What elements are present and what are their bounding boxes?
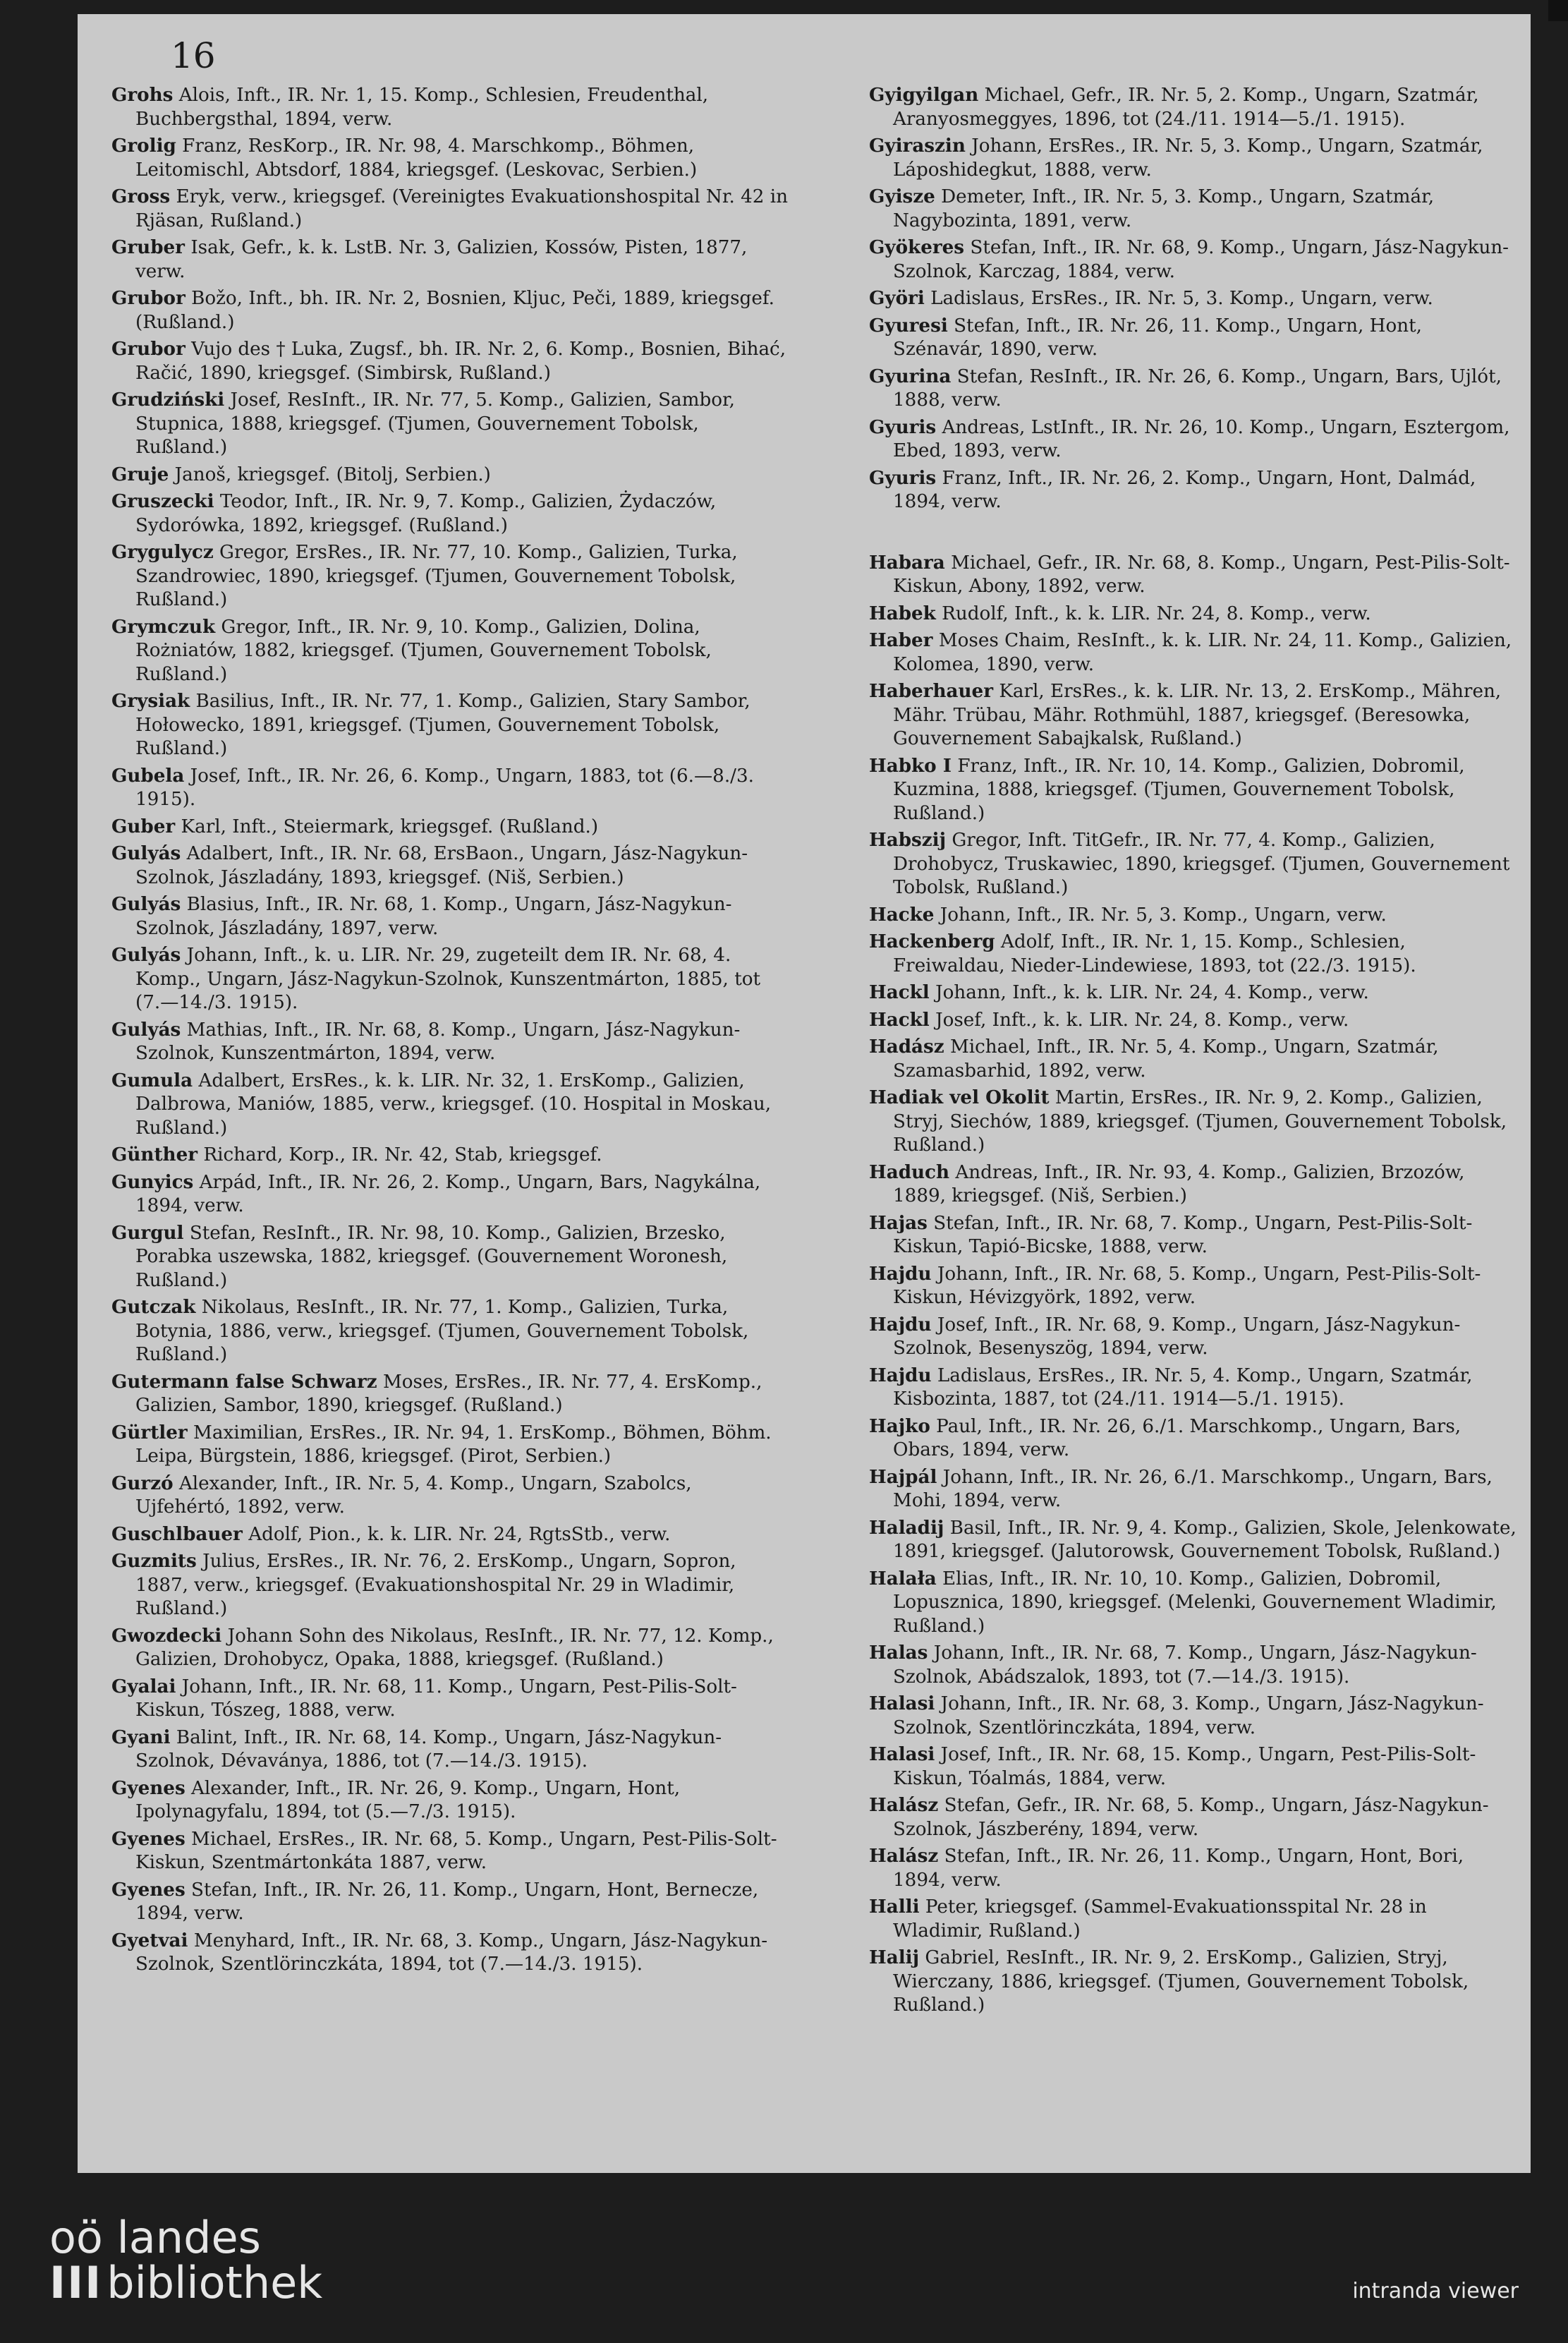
entry-details: Andreas, LstInft., IR. Nr. 26, 10. Komp., Ungarn, Esztergom, Ebed, 1893, verw.	[893, 416, 1510, 461]
entry-surname: Gumula	[111, 1069, 193, 1091]
register-entry	[869, 1516, 1518, 1564]
register-entry	[869, 1364, 1518, 1412]
entry-details: Stefan, Inft., IR. Nr. 26, 11. Komp., Ungarn, Hont, Bernecze, 1894, verw.	[135, 1879, 759, 1924]
register-entry	[111, 1069, 789, 1141]
entry-details: Basilius, Inft., IR. Nr. 77, 1. Komp., Galizien, Stary Sambor, Hołowecko, 1891, kriegsgef. (Tjumen, Gouvernement Tobolsk, Rußland.)	[135, 691, 750, 759]
register-entry	[111, 83, 789, 131]
left-column	[111, 83, 789, 2159]
entry-surname: Gurzó	[111, 1472, 174, 1494]
viewer-label[interactable]: intranda viewer	[1352, 2279, 1519, 2303]
entry-details: Stefan, Inft., IR. Nr. 68, 7. Komp., Ungarn, Pest-Pilis-Solt-Kiskun, Tapió-Bicske, 1888, verw.	[893, 1212, 1473, 1257]
entry-surname: Grudziński	[111, 389, 225, 411]
entry-details: Menyhard, Inft., IR. Nr. 68, 3. Komp., Ungarn, Jász-Nagykun-Szolnok, Szentlörinczkáta, 1894, tot (7.—14./3. 1915).	[135, 1930, 768, 1975]
entry-surname: Grubor	[111, 287, 186, 309]
entry-surname: Gulyás	[111, 1018, 181, 1041]
edge-strip	[1548, 0, 1568, 21]
entry-surname: Grysiak	[111, 690, 190, 712]
register-entry	[869, 981, 1518, 1005]
entry-details: Martin, ErsRes., IR. Nr. 9, 2. Komp., Galizien, Stryj, Siechów, 1889, kriegsgef. (Tjumen, Gouvernement Tobolsk, Rußland.)	[893, 1087, 1507, 1156]
logo-bars: III	[49, 2257, 103, 2308]
entry-details: Gregor, Inft., IR. Nr. 9, 10. Komp., Galizien, Dolina, Rożniatów, 1882, kriegsgef. (Tjumen, Gouvernement Tobolsk, Rußland.)	[135, 616, 712, 685]
entry-details: Božo, Inft., bh. IR. Nr. 2, Bosnien, Kljuc, Peči, 1889, kriegsgef. (Rußland.)	[135, 288, 774, 333]
entry-surname: Halász	[869, 1845, 939, 1867]
register-entry	[869, 629, 1518, 677]
register-entry	[869, 1641, 1518, 1689]
register-entry	[869, 828, 1518, 900]
entry-surname: Gyisze	[869, 186, 935, 207]
entry-details: Stefan, Inft., IR. Nr. 26, 11. Komp., Ungarn, Hont, Szénavár, 1890, verw.	[893, 315, 1423, 360]
register-entry	[111, 236, 789, 284]
entry-details: Gregor, Inft. TitGefr., IR. Nr. 77, 4. Komp., Galizien, Drohobycz, Truskawiec, 1890, kriegsgef. (Tjumen, Gouvernement Tobolsk, Rußland.)	[893, 830, 1510, 898]
entry-details: Johann, Inft., IR. Nr. 68, 3. Komp., Ungarn, Jász-Nagykun-Szolnok, Szentlörinczkáta, 1894, verw.	[893, 1693, 1484, 1738]
register-entry	[111, 1421, 789, 1469]
entry-surname: Hajdu	[869, 1262, 932, 1285]
entry-details: Alois, Inft., IR. Nr. 1, 15. Komp., Schlesien, Freudenthal, Buchbergsthal, 1894, verw.	[135, 85, 709, 130]
entry-surname: Guber	[111, 815, 176, 837]
entry-surname: Hajko	[869, 1415, 930, 1437]
entry-details: Josef, Inft., IR. Nr. 68, 9. Komp., Ungarn, Jász-Nagykun-Szolnok, Besenyszög, 1894, verw.	[893, 1314, 1461, 1359]
register-entry	[869, 1035, 1518, 1083]
entry-surname: Gürtler	[111, 1421, 188, 1443]
register-entry	[111, 490, 789, 538]
entry-surname: Gyökeres	[869, 236, 965, 258]
entry-surname: Gwozdecki	[111, 1624, 222, 1647]
register-entry	[869, 1793, 1518, 1841]
entry-surname: Habara	[869, 551, 945, 574]
register-entry	[869, 1946, 1518, 2018]
entry-surname: Halała	[869, 1567, 937, 1590]
register-entry	[111, 1624, 789, 1672]
register-entry	[111, 764, 789, 812]
register-entry	[111, 815, 789, 840]
register-entry	[111, 892, 789, 940]
entry-details: Teodor, Inft., IR. Nr. 9, 7. Komp., Galizien, Żydaczów, Sydorówka, 1892, kriegsgef. (Rußland.)	[135, 491, 717, 536]
entry-details: Andreas, Inft., IR. Nr. 93, 4. Komp., Galizien, Brzozów, 1889, kriegsgef. (Niš, Serbien.)	[893, 1161, 1465, 1206]
entry-surname: Gross	[111, 186, 171, 207]
entry-surname: Guzmits	[111, 1550, 197, 1572]
entry-details: Adolf, Inft., IR. Nr. 1, 15. Komp., Schlesien, Freiwaldau, Nieder-Lindewiese, 1893, tot (22./3. 1915).	[893, 931, 1416, 976]
entry-surname: Gyenes	[111, 1878, 186, 1901]
register-entry	[111, 842, 789, 890]
entry-surname: Gutczak	[111, 1296, 196, 1318]
entry-surname: Gunyics	[111, 1170, 194, 1193]
entry-surname: Gyurina	[869, 365, 952, 387]
register-entry	[111, 1522, 789, 1547]
entry-surname: Hadiak vel Okolit	[869, 1086, 1050, 1108]
entry-surname: Habko I	[869, 754, 952, 777]
logo-line-2: bibliothek	[107, 2257, 323, 2308]
entry-details: Peter, kriegsgef. (Sammel-Evakuationsspital Nr. 28 in Wladimir, Rußland.)	[893, 1896, 1427, 1942]
entry-surname: Halas	[869, 1642, 928, 1664]
entry-surname: Hacke	[869, 903, 935, 926]
entry-surname: Györi	[869, 287, 925, 309]
entry-details: Gabriel, ResInft., IR. Nr. 9, 2. ErsKomp., Galizien, Stryj, Wierczany, 1886, kriegsgef. (Tjumen, Gouvernement Tobolsk, Rußland.)	[893, 1947, 1469, 2016]
entry-details: Adalbert, Inft., IR. Nr. 68, ErsBaon., Ungarn, Jász-Nagykun-Szolnok, Jászladány, 1893, kriegsgef. (Niš, Serbien.)	[135, 843, 748, 888]
entry-surname: Gulyás	[111, 893, 181, 915]
entry-surname: Halij	[869, 1947, 920, 1968]
entry-surname: Gyenes	[111, 1776, 186, 1799]
register-entry	[869, 1161, 1518, 1209]
entry-surname: Gyiraszin	[869, 135, 966, 157]
entry-surname: Gyalai	[111, 1675, 176, 1697]
entry-details: Balint, Inft., IR. Nr. 68, 14. Komp., Ungarn, Jász-Nagykun-Szolnok, Dévaványa, 1886, tot (7.—14./3. 1915).	[135, 1726, 722, 1772]
register-entry	[111, 1370, 789, 1418]
register-entry	[111, 1170, 789, 1218]
register-entry	[111, 689, 789, 761]
register-entry	[869, 602, 1518, 626]
entry-surname: Grohs	[111, 84, 174, 106]
entry-details: Stefan, Inft., IR. Nr. 26, 11. Komp., Ungarn, Hont, Bori, 1894, verw.	[893, 1846, 1464, 1891]
entry-details: Demeter, Inft., IR. Nr. 5, 3. Komp., Ungarn, Szatmár, Nagybozinta, 1891, verw.	[893, 186, 1435, 231]
entry-surname: Haberhauer	[869, 680, 993, 702]
entry-details: Johann, Inft., IR. Nr. 68, 7. Komp., Ungarn, Jász-Nagykun-Szolnok, Abádszalok, 1893, tot (7.—14./3. 1915).	[893, 1642, 1477, 1688]
entry-details: Mathias, Inft., IR. Nr. 68, 8. Komp., Ungarn, Jász-Nagykun-Szolnok, Kunszentmárton, 1894, verw.	[135, 1019, 741, 1064]
entry-details: Blasius, Inft., IR. Nr. 68, 1. Komp., Ungarn, Jász-Nagykun-Szolnok, Jászladány, 1897, verw.	[135, 894, 732, 939]
entry-details: Moses, ErsRes., IR. Nr. 77, 4. ErsKomp., Galizien, Sambor, 1890, kriegsgef. (Rußland.)	[135, 1371, 762, 1416]
entry-surname: Günther	[111, 1144, 198, 1166]
entry-surname: Gyuresi	[869, 314, 948, 337]
register-entry	[111, 1827, 789, 1875]
entry-details: Johann, Inft., IR. Nr. 26, 6./1. Marschkomp., Ungarn, Bars, Mohi, 1894, verw.	[893, 1466, 1493, 1511]
entry-surname: Grubor	[111, 338, 186, 360]
entry-details: Adolf, Pion., k. k. LIR. Nr. 24, RgtsStb., verw.	[248, 1523, 671, 1545]
entry-details: Johann, Inft., IR. Nr. 68, 5. Komp., Ungarn, Pest-Pilis-Solt-Kiskun, Hévizgyörk, 1892, verw.	[893, 1263, 1481, 1308]
entry-surname: Habek	[869, 602, 936, 624]
register-entry	[869, 754, 1518, 826]
entry-surname: Hackl	[869, 1008, 930, 1031]
entry-details: Karl, ErsRes., k. k. LIR. Nr. 13, 2. ErsKomp., Mähren, Mähr. Trübau, Mähr. Rothmühl, 1887, kriegsgef. (Beresowka, Gouvernement Sabajkalsk, Rußland.)	[893, 681, 1502, 749]
entry-surname: Gubela	[111, 764, 185, 787]
entry-surname: Halász	[869, 1794, 939, 1816]
register-entry	[869, 83, 1518, 131]
register-entry	[111, 1472, 789, 1520]
entry-details: Josef, ResInft., IR. Nr. 77, 5. Komp., Galizien, Sambor, Stupnica, 1888, kriegsgef. (Tjumen, Gouvernement Tobolsk, Rußland.)	[135, 389, 735, 458]
register-entry	[869, 1211, 1518, 1259]
entry-details: Maximilian, ErsRes., IR. Nr. 94, 1. ErsKomp., Böhmen, Böhm. Leipa, Bürgstein, 1886, kriegsgef. (Pirot, Serbien.)	[135, 1422, 772, 1467]
entry-details: Josef, Inft., IR. Nr. 68, 15. Komp., Ungarn, Pest-Pilis-Solt-Kiskun, Tóalmás, 1884, verw.	[893, 1744, 1476, 1789]
register-entry	[869, 679, 1518, 751]
entry-details: Franz, ResKorp., IR. Nr. 98, 4. Marschkomp., Böhmen, Leitomischl, Abtsdorf, 1884, kriegsgef. (Leskovac, Serbien.)	[135, 135, 698, 181]
entry-surname: Grygulycz	[111, 541, 214, 563]
entry-surname: Habszij	[869, 829, 947, 851]
entry-surname: Gyuris	[869, 416, 937, 438]
entry-surname: Gyuris	[869, 466, 937, 489]
document-page	[78, 14, 1531, 2173]
register-entry	[869, 1086, 1518, 1158]
entry-details: Isak, Gefr., k. k. LstB. Nr. 3, Galizien, Kossów, Pisten, 1877, verw.	[135, 237, 748, 282]
entry-surname: Grymczuk	[111, 615, 216, 638]
entry-details: Basil, Inft., IR. Nr. 9, 4. Komp., Galizien, Skole, Jelenkowate, 1891, kriegsgef. (Jalutorowsk, Gouvernement Tobolsk, Rußland.)	[893, 1517, 1517, 1562]
entry-details: Franz, Inft., IR. Nr. 10, 14. Komp., Galizien, Dobromil, Kuzmina, 1888, kriegsgef. (Tjumen, Gouvernement Tobolsk, Rußland.)	[893, 755, 1465, 824]
register-entry	[869, 236, 1518, 284]
register-entry	[869, 1465, 1518, 1513]
register-entry	[869, 1895, 1518, 1943]
register-entry	[869, 1743, 1518, 1791]
entry-details: Elias, Inft., IR. Nr. 10, 10. Komp., Galizien, Dobromil, Lopusznica, 1890, kriegsgef. (Melenki, Gouvernement Wladimir, Rußland.)	[893, 1568, 1497, 1637]
entry-surname: Halasi	[869, 1693, 935, 1714]
register-entry	[111, 943, 789, 1015]
entry-details: Ladislaus, ErsRes., IR. Nr. 5, 4. Komp., Ungarn, Szatmár, Kisbozinta, 1887, tot (24./11. 1914—5./1. 1915).	[893, 1364, 1473, 1410]
entry-surname: Gyetvai	[111, 1929, 188, 1951]
register-entry	[111, 615, 789, 687]
entry-surname: Haber	[869, 629, 933, 651]
entry-details: Michael, Gefr., IR. Nr. 68, 8. Komp., Ungarn, Pest-Pilis-Solt-Kiskun, Abony, 1892, verw.	[893, 552, 1510, 597]
entry-details: Eryk, verw., kriegsgef. (Vereinigtes Evakuationshospital Nr. 42 in Rjäsan, Rußland.)	[135, 186, 788, 231]
register-entry	[111, 1018, 789, 1066]
entry-details: Alexander, Inft., IR. Nr. 5, 4. Komp., Ungarn, Szabolcs, Ujfehértó, 1892, verw.	[135, 1472, 692, 1518]
entry-surname: Gyani	[111, 1726, 171, 1748]
register-entry	[111, 1776, 789, 1824]
entry-surname: Hajdu	[869, 1313, 932, 1336]
entry-surname: Grolig	[111, 135, 176, 157]
register-entry	[869, 416, 1518, 464]
entry-details: Julius, ErsRes., IR. Nr. 76, 2. ErsKomp., Ungarn, Sopron, 1887, verw., kriegsgef. (Evakuationshospital Nr. 29 in Wladimir, Rußland.)	[135, 1551, 736, 1619]
register-entry	[111, 540, 789, 612]
register-entry	[111, 1878, 789, 1926]
register-entry	[869, 551, 1518, 599]
entry-details: Michael, Inft., IR. Nr. 5, 4. Komp., Ungarn, Szatmár, Szamasbarhid, 1892, verw.	[893, 1036, 1439, 1082]
entry-details: Moses Chaim, ResInft., k. k. LIR. Nr. 24, 11. Komp., Galizien, Kolomea, 1890, verw.	[893, 630, 1512, 675]
entry-surname: Gruje	[111, 463, 169, 485]
entry-surname: Gyenes	[111, 1827, 186, 1850]
register-entry	[111, 1675, 789, 1723]
register-entry	[869, 1008, 1518, 1033]
entry-surname: Hajas	[869, 1211, 928, 1234]
entry-surname: Gulyás	[111, 944, 181, 966]
entry-details: Stefan, Gefr., IR. Nr. 68, 5. Komp., Ungarn, Jász-Nagykun-Szolnok, Jászberény, 1894, verw.	[893, 1795, 1489, 1840]
register-entry	[111, 286, 789, 334]
register-entry	[869, 314, 1518, 362]
entry-surname: Gurgul	[111, 1221, 184, 1244]
entry-surname: Gruber	[111, 236, 185, 258]
entry-surname: Gruszecki	[111, 490, 214, 512]
register-entry	[111, 1221, 789, 1293]
entry-details: Ladislaus, ErsRes., IR. Nr. 5, 3. Komp., Ungarn, verw.	[930, 288, 1433, 309]
entry-details: Adalbert, ErsRes., k. k. LIR. Nr. 32, 1. ErsKomp., Galizien, Dalbrowa, Maniów, 1885, verw., kriegsgef. (10. Hospital in Moskau, Rußland.)	[135, 1070, 772, 1139]
entry-surname: Hackl	[869, 981, 930, 1003]
right-column	[869, 83, 1518, 2159]
register-entry	[869, 1844, 1518, 1892]
register-entry	[111, 337, 789, 385]
entry-surname: Hadász	[869, 1036, 944, 1058]
entry-surname: Haladij	[869, 1516, 944, 1539]
entry-details: Johann Sohn des Nikolaus, ResInft., IR. Nr. 77, 12. Komp., Galizien, Drohobycz, Opaka, 1888, kriegsgef. (Rußland.)	[135, 1625, 774, 1670]
register-entry	[869, 134, 1518, 182]
register-entry	[869, 1567, 1518, 1639]
entry-details: Michael, ErsRes., IR. Nr. 68, 5. Komp., Ungarn, Pest-Pilis-Solt-Kiskun, Szentmártonkáta 1887, verw.	[135, 1828, 777, 1873]
register-entry	[111, 1726, 789, 1774]
entry-details: Vujo des † Luka, Zugsf., bh. IR. Nr. 2, 6. Komp., Bosnien, Bihać, Račić, 1890, kriegsgef. (Simbirsk, Rußland.)	[135, 339, 786, 384]
entry-details: Janoš, kriegsgef. (Bitolj, Serbien.)	[174, 464, 491, 485]
entry-surname: Gulyás	[111, 842, 181, 864]
entry-details: Johann, Inft., k. k. LIR. Nr. 24, 4. Komp., verw.	[935, 982, 1369, 1003]
entry-details: Nikolaus, ResInft., IR. Nr. 77, 1. Komp., Galizien, Turka, Botynia, 1886, verw., kriegsgef. (Tjumen, Gouvernement Tobolsk, Rußland.)	[135, 1297, 749, 1365]
entry-details: Paul, Inft., IR. Nr. 26, 6./1. Marschkomp., Ungarn, Bars, Obars, 1894, verw.	[893, 1415, 1461, 1460]
register-entry	[869, 930, 1518, 978]
register-entry	[869, 1692, 1518, 1740]
entry-details: Michael, Gefr., IR. Nr. 5, 2. Komp., Ungarn, Szatmár, Aranyosmeggyes, 1896, tot (24./11. 1914—5./1. 1915).	[893, 85, 1479, 130]
register-entry	[111, 1143, 789, 1168]
register-entry	[869, 1313, 1518, 1361]
entry-details: Josef, Inft., k. k. LIR. Nr. 24, 8. Komp., verw.	[935, 1009, 1349, 1031]
entry-surname: Hajpál	[869, 1465, 937, 1488]
entry-details: Stefan, ResInft., IR. Nr. 26, 6. Komp., Ungarn, Bars, Ujlót, 1888, verw.	[893, 365, 1502, 411]
section-gap	[869, 517, 1518, 551]
register-entry	[111, 1929, 789, 1977]
entry-details: Franz, Inft., IR. Nr. 26, 2. Komp., Ungarn, Hont, Dalmád, 1894, verw.	[893, 467, 1476, 512]
entry-surname: Halasi	[869, 1743, 935, 1765]
register-entry	[869, 1262, 1518, 1310]
entry-details: Gregor, ErsRes., IR. Nr. 77, 10. Komp., Galizien, Turka, Szandrowiec, 1890, kriegsgef. (Tjumen, Gouvernement Tobolsk, Rußland.)	[135, 542, 738, 610]
entry-details: Karl, Inft., Steiermark, kriegsgef. (Rußland.)	[181, 816, 599, 837]
entry-surname: Hajdu	[869, 1364, 932, 1386]
register-entry	[111, 134, 789, 182]
register-entry	[111, 185, 789, 233]
register-entry	[111, 1295, 789, 1367]
entry-surname: Hackenberg	[869, 931, 995, 952]
entry-surname: Gutermann false Schwarz	[111, 1370, 377, 1393]
library-logo[interactable]	[49, 2212, 323, 2308]
entry-details: Josef, Inft., IR. Nr. 26, 6. Komp., Ungarn, 1883, tot (6.—8./3. 1915).	[135, 765, 754, 810]
register-entry	[869, 903, 1518, 928]
logo-line-1: oö landes	[49, 2212, 261, 2263]
page-number: 16	[171, 35, 216, 76]
register-entry	[869, 286, 1518, 311]
register-entry	[869, 1415, 1518, 1463]
entry-details: Arpád, Inft., IR. Nr. 26, 2. Komp., Ungarn, Bars, Nagykálna, 1894, verw.	[135, 1171, 761, 1216]
register-entry	[111, 388, 789, 460]
entry-details: Stefan, ResInft., IR. Nr. 98, 10. Komp., Galizien, Brzesko, Porabka uszewska, 1882, kriegsgef. (Gouvernement Woronesh, Rußland.)	[135, 1222, 728, 1291]
entry-details: Stefan, Inft., IR. Nr. 68, 9. Komp., Ungarn, Jász-Nagykun-Szolnok, Karczag, 1884, verw.	[893, 237, 1509, 282]
entry-surname: Halli	[869, 1896, 920, 1918]
entry-details: Johann, Inft., IR. Nr. 68, 11. Komp., Ungarn, Pest-Pilis-Solt-Kiskun, Tószeg, 1888, verw.	[135, 1676, 737, 1721]
entry-details: Alexander, Inft., IR. Nr. 26, 9. Komp., Ungarn, Hont, Ipolynagyfalu, 1894, tot (5.—7./3. 1915).	[135, 1777, 681, 1822]
register-entry	[869, 365, 1518, 413]
entry-details: Johann, Inft., k. u. LIR. Nr. 29, zugeteilt dem IR. Nr. 68, 4. Komp., Ungarn, Jász-Nagykun-Szolnok, Kunszentmárton, 1885, tot (7.—14./3. 1915).	[135, 945, 761, 1013]
entry-surname: Gyigyilgan	[869, 84, 979, 106]
entry-details: Richard, Korp., IR. Nr. 42, Stab, kriegsgef.	[203, 1144, 602, 1166]
register-entry	[111, 1549, 789, 1621]
entry-surname: Guschlbauer	[111, 1522, 243, 1545]
entry-surname: Haduch	[869, 1161, 950, 1183]
entry-details: Johann, ErsRes., IR. Nr. 5, 3. Komp., Ungarn, Szatmár, Láposhidegkut, 1888, verw.	[893, 135, 1483, 181]
entry-details: Johann, Inft., IR. Nr. 5, 3. Komp., Ungarn, verw.	[940, 904, 1387, 926]
register-entry	[869, 466, 1518, 514]
register-entry	[869, 185, 1518, 233]
entry-details: Rudolf, Inft., k. k. LIR. Nr. 24, 8. Komp., verw.	[942, 603, 1371, 624]
register-entry	[111, 463, 789, 488]
